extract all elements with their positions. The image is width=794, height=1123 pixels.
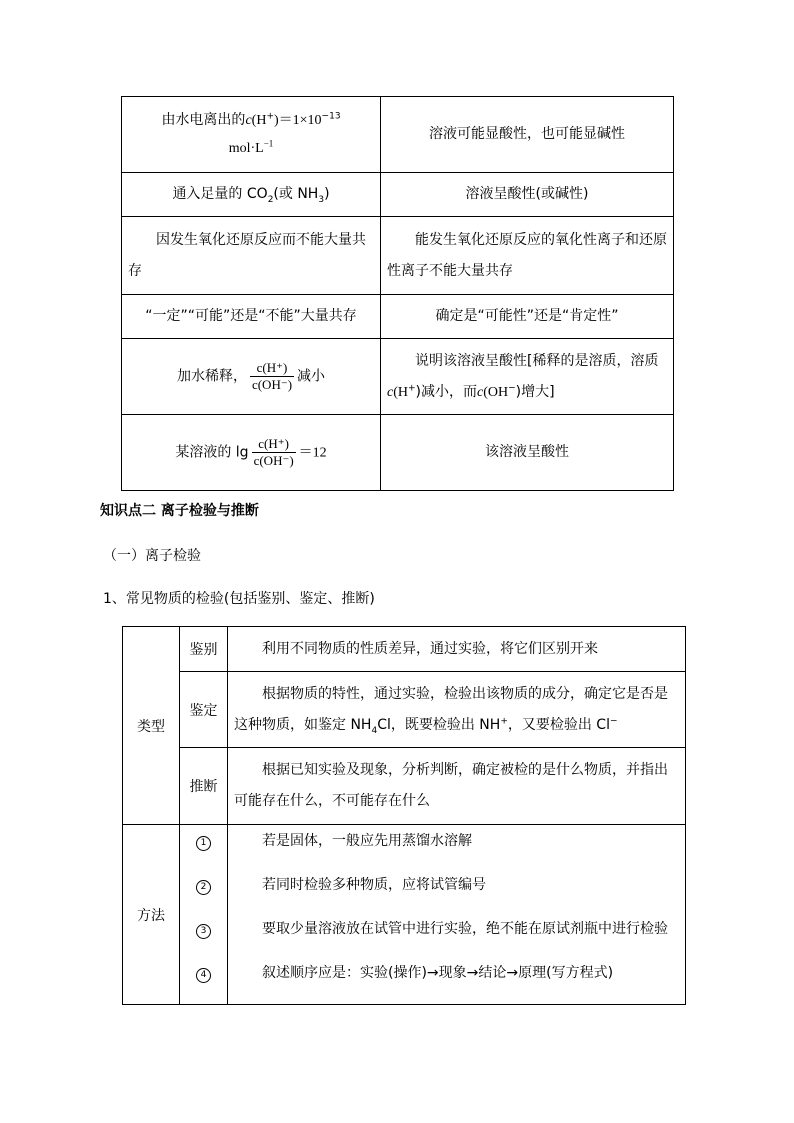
type-desc: 利用不同物质的性质差异，通过实验，将它们区别开来 [228,627,686,672]
row4-condition: “一定”“可能”还是“不能”大量共存 [122,295,381,339]
method-step: 若是固体，一般应先用蒸馏水溶解 [262,833,472,849]
type-label: 类型 [123,627,180,825]
row2-meaning: 溶液呈酸性(或碱性) [381,173,674,217]
item-title: 1、常见物质的检验(包括鉴别、鉴定、推断) [103,591,375,607]
type-name: 鉴定 [180,672,228,748]
section-title: 知识点二 离子检验与推断 [100,503,259,519]
row6-condition: 某溶液的 lg $\frac{c(H^+)}{c(OH^-)}$ ＝12 [122,415,381,491]
row2-condition: 通入足量的 $CO_2$(或 $NH_3$) [122,173,381,217]
row5-condition: 加水稀释， $\frac{c(H^+)}{c(OH^-)}$ 减小 [122,339,381,415]
row6-meaning: 该溶液呈酸性 [381,415,674,491]
ratio-fraction: $\frac{c(H^+)}{c(OH^-)}$ [251,360,293,392]
type-desc: 根据已知实验及现象，分析判断，确定被检的是什么物质，并指出可能存在什么，不可能存在什么 [228,748,686,825]
method-label: 方法 [123,825,180,1005]
ratio-fraction: $\frac{c(H^+)}{c(OH^-)}$ [253,436,294,468]
row4-meaning: 确定是“可能性”还是“肯定性” [381,295,674,339]
row1-meaning: 溶液可能显酸性，也可能显碱性 [381,97,674,173]
type-desc: 根据物质的特性，通过实验，检验出该物质的成分，确定它是否是这种物质，如鉴定 $NH_4Cl$，既要检验出 NH+，又要检验出 Cl− [228,672,686,748]
step-number: 4 [196,968,211,983]
method-numbers [180,825,228,1005]
substance-test-table [122,626,686,1005]
step-number: 2 [196,880,211,895]
row1-condition: 由水电离出的$c(H^+)=1\times 10^{-13}$ $mol\cdot L^{-1}$ [122,97,381,173]
row3-condition: 因发生氧化还原反应而不能大量共存 [122,217,381,295]
row3-meaning: 能发生氧化还原反应的氧化性离子和还原性离子不能大量共存 [381,217,674,295]
step-number: 3 [196,924,211,939]
step-number: 1 [196,836,211,851]
method-step: 若同时检验多种物质，应将试管编号 [262,877,486,893]
type-name: 推断 [180,748,228,825]
method-steps [228,825,686,1005]
row5-meaning: 说明该溶液呈酸性[稀释的是溶质，溶质c(H+)减小，而c(OH−)增大] [381,339,674,415]
method-step: 叙述顺序应是：实验(操作)→现象→结论→原理(写方程式) [262,965,614,981]
method-step: 要取少量溶液放在试管中进行实验，绝不能在原试剂瓶中进行检验 [262,921,668,937]
ion-coexistence-table [121,96,674,491]
type-name: 鉴别 [180,627,228,672]
subsection-title: （一）离子检验 [103,548,201,564]
